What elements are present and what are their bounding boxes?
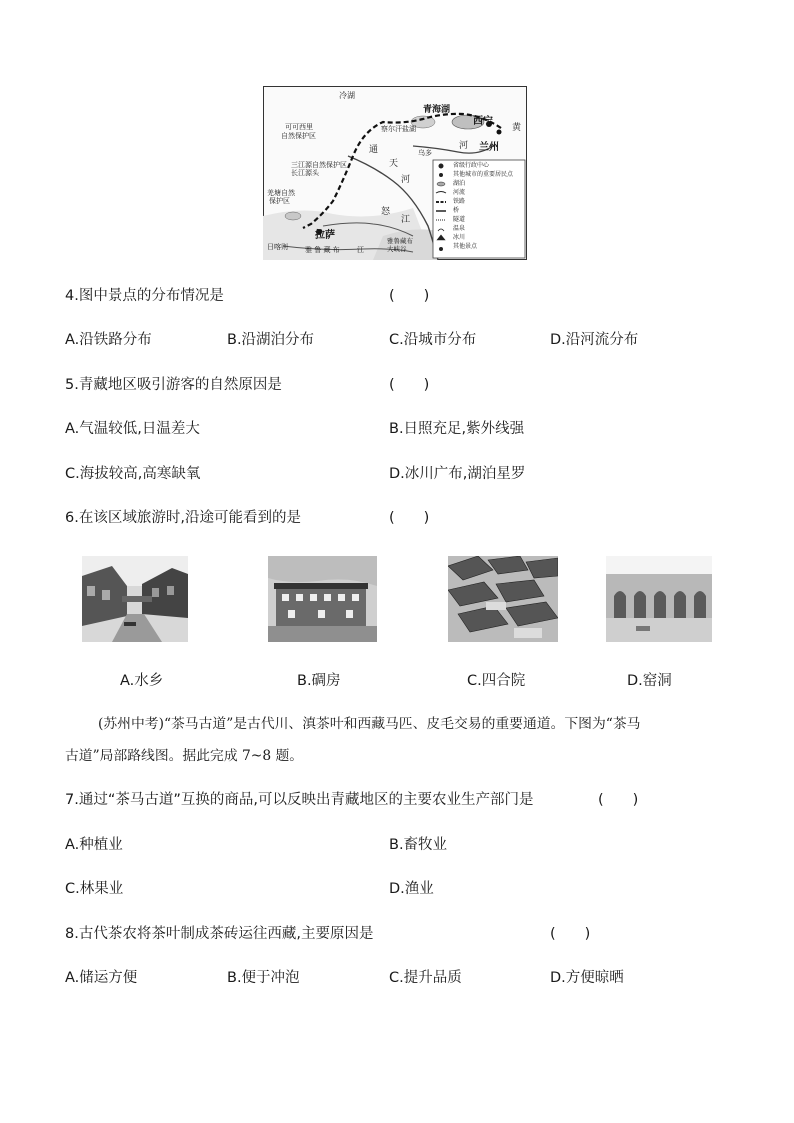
map-label-nu: 怒	[381, 207, 391, 217]
q5-option-a[interactable]: A.气温较低,日温差大	[65, 421, 200, 437]
q8-option-a[interactable]: A.储运方便	[65, 970, 138, 986]
map-label-jiang-2: 江	[357, 246, 364, 254]
map-label-canyon-2: 大峡谷	[387, 245, 407, 253]
map-label-rikaze: 日喀则	[267, 243, 288, 251]
map-label-tian: 天	[389, 159, 399, 169]
q6-option-b[interactable]: B.碉房	[297, 673, 341, 689]
q7-option-c[interactable]: C.林果业	[65, 881, 124, 897]
q4-option-d[interactable]: D.沿河流分布	[550, 332, 639, 348]
q8-option-b[interactable]: B.便于冲泡	[227, 970, 300, 986]
legend-item: 其他城市的重要居民点	[453, 171, 514, 178]
question-5-answer-blank[interactable]: ( )	[389, 377, 430, 393]
map-label-qiangtang-2: 保护区	[269, 197, 290, 205]
passage-line-1: (苏州中考)“茶马古道”是古代川、滇茶叶和西藏马匹、皮毛交易的重要通道。下图为“茶马	[98, 716, 641, 732]
question-8-stem: 8.古代茶农将茶叶制成茶砖运往西藏,主要原因是	[65, 926, 374, 942]
q5-option-d[interactable]: D.冰川广布,湖泊星罗	[389, 466, 526, 482]
map-label-xining: 西宁	[473, 116, 493, 127]
passage-line-2: 古道”局部路线图。据此完成 7~8 题。	[65, 748, 304, 764]
map-label-lasa: 拉萨	[315, 230, 335, 241]
q5-option-b[interactable]: B.日照充足,紫外线强	[389, 421, 525, 437]
question-8-answer-blank[interactable]: ( )	[550, 926, 591, 942]
question-7-answer-blank[interactable]: ( )	[598, 792, 639, 808]
q6-option-c[interactable]: C.四合院	[467, 673, 526, 689]
question-4-stem: 4.图中景点的分布情况是	[65, 288, 224, 304]
map-label-qiangtang: 羌塘自然	[267, 189, 295, 197]
q8-option-d[interactable]: D.方便晾晒	[550, 970, 624, 986]
q4-option-b[interactable]: B.沿湖泊分布	[227, 332, 315, 348]
legend-item: 其他景点	[453, 243, 478, 250]
map-label-yaluzangbu: 雅 鲁 藏 布	[305, 246, 340, 254]
map-label-jiang: 江	[401, 215, 411, 225]
q6-option-a[interactable]: A.水乡	[120, 673, 164, 689]
legend-item: 湖泊	[453, 180, 466, 187]
lanzhou-dot	[497, 130, 502, 135]
photo-water-town	[82, 556, 188, 642]
map-label-kekexili: 可可西里	[285, 123, 313, 131]
q6-option-d[interactable]: D.窑洞	[627, 673, 672, 689]
legend-item: 铁路	[453, 198, 466, 205]
map-label-he-2: 河	[401, 175, 411, 185]
legend-item: 桥	[453, 207, 460, 214]
photo-stone-house	[268, 556, 377, 642]
question-5-stem: 5.青藏地区吸引游客的自然原因是	[65, 377, 282, 393]
q4-option-a[interactable]: A.沿铁路分布	[65, 332, 152, 348]
legend-item: 省级行政中心	[453, 162, 490, 169]
map-label-sanjiangyuan: 三江源自然保护区	[291, 161, 347, 169]
map-label-kekexili-2: 自然保护区	[281, 132, 316, 140]
legend-list	[453, 161, 513, 251]
map-label-lenghu: 冷湖	[339, 91, 355, 100]
legend-item: 河流	[453, 189, 466, 196]
legend-item: 隧道	[453, 216, 466, 223]
question-7-stem: 7.通过“茶马古道”互换的商品,可以反映出青藏地区的主要农业生产部门是	[65, 792, 534, 808]
map-label-qinghaihu: 青海湖	[423, 105, 451, 115]
map-label-sanjiangyuan-2: 长江源头	[291, 169, 319, 177]
route-map	[263, 86, 527, 260]
photo-courtyard-houses	[448, 556, 558, 642]
q7-option-a[interactable]: A.种植业	[65, 837, 123, 853]
question-6-stem: 6.在该区域旅游时,沿途可能看到的是	[65, 510, 301, 526]
legend-item: 冰川	[453, 234, 466, 241]
q8-option-c[interactable]: C.提升品质	[389, 970, 462, 986]
q7-option-b[interactable]: B.畜牧业	[389, 837, 448, 853]
q5-option-c[interactable]: C.海拔较高,高寒缺氧	[65, 466, 201, 482]
question-4-answer-blank[interactable]: ( )	[389, 288, 430, 304]
map-label-wudao: 乌多	[418, 149, 432, 157]
map-label-huang: 黄	[512, 123, 522, 133]
map-label-chaerhan: 察尔汗盐湖	[381, 125, 416, 133]
legend-item: 温泉	[453, 225, 466, 232]
q7-option-d[interactable]: D.渔业	[389, 881, 434, 897]
map-label-canyon: 雅鲁藏布	[387, 237, 413, 245]
question-6-answer-blank[interactable]: ( )	[389, 510, 430, 526]
map-label-tong: 通	[369, 145, 379, 155]
map-label-lanzhou: 兰州	[479, 142, 499, 153]
q4-option-c[interactable]: C.沿城市分布	[389, 332, 477, 348]
photo-cave-dwellings	[606, 556, 712, 642]
map-label-he: 河	[459, 141, 469, 151]
